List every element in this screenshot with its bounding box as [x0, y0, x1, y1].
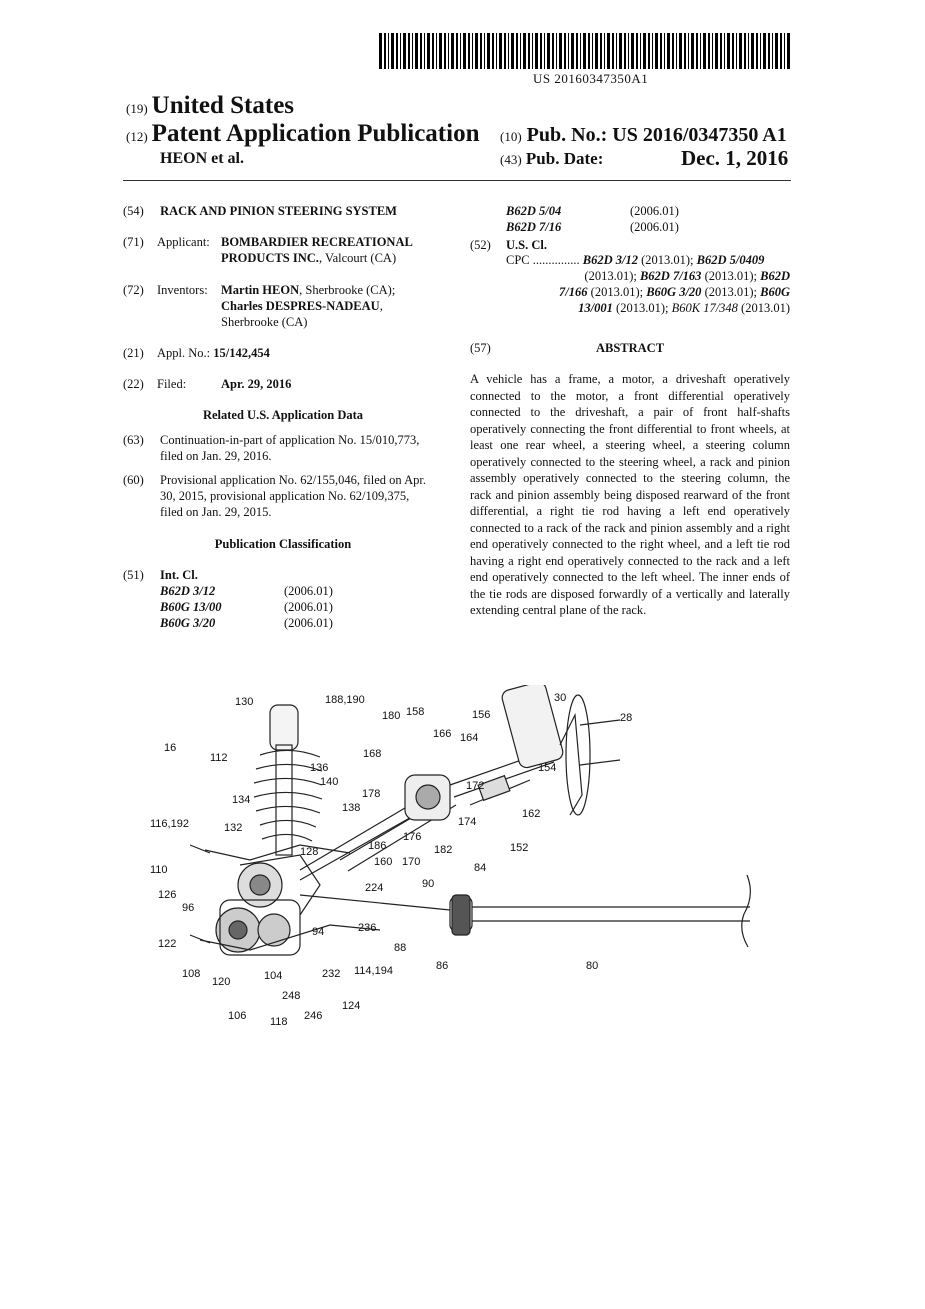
barcode-bar	[564, 33, 566, 69]
barcode-bar	[436, 33, 437, 69]
barcode-bar	[640, 33, 641, 69]
cpc-year: (2013.01);	[704, 269, 757, 283]
barcode-bar	[624, 33, 626, 69]
barcode-bar	[420, 33, 422, 69]
driveshaft	[450, 907, 750, 921]
barcode-bar	[696, 33, 698, 69]
barcode-bar	[592, 33, 593, 69]
classification-heading: Publication Classification	[214, 537, 352, 551]
barcode-bar	[708, 33, 710, 69]
barcode-bar	[391, 33, 394, 69]
inventor-1-name: Martin HEON	[221, 283, 300, 297]
barcode-bar	[600, 33, 602, 69]
barcode-bar	[412, 33, 413, 69]
cpc-class: B62D	[760, 269, 790, 283]
reference-numeral: 124	[342, 1000, 361, 1012]
barcode-bar	[559, 33, 562, 69]
cpc-year: (2013.01)	[741, 301, 790, 315]
reference-numeral: 164	[460, 732, 479, 744]
barcode-bar	[667, 33, 670, 69]
reference-numeral: 152	[510, 842, 529, 854]
applicant-name-line1: BOMBARDIER RECREATIONAL	[221, 235, 413, 249]
inventors-list	[221, 282, 395, 330]
barcode-bar	[784, 33, 785, 69]
barcode-bar	[676, 33, 677, 69]
driveshaft-break	[742, 875, 751, 947]
reference-numeral: 248	[282, 990, 301, 1002]
reference-numeral: 246	[304, 1010, 323, 1022]
barcode-bar	[595, 33, 598, 69]
intcl-class: B62D 7/16	[506, 220, 562, 234]
barcode-bar	[403, 33, 406, 69]
reference-numeral: 108	[182, 968, 201, 980]
reference-numeral: 140	[320, 776, 339, 788]
reference-numeral: 104	[264, 970, 283, 982]
reference-numeral: 114,194	[354, 965, 393, 977]
reference-numeral: 178	[362, 788, 381, 800]
applicant-name-line2: PRODUCTS INC.	[221, 251, 319, 265]
barcode-bar	[744, 33, 746, 69]
barcode-bar	[660, 33, 662, 69]
barcode-bar	[612, 33, 614, 69]
barcode-bar	[576, 33, 578, 69]
inid-code-71: (71)	[123, 235, 144, 249]
related-data-heading: Related U.S. Application Data	[202, 408, 364, 422]
barcode-bar	[379, 33, 382, 69]
tie-rod	[300, 805, 415, 880]
barcode-bar	[487, 33, 490, 69]
barcode-bar	[472, 33, 473, 69]
pub-number: US 2016/0347350 A1	[612, 124, 787, 146]
barcode-bar	[439, 33, 442, 69]
barcode-bar	[732, 33, 734, 69]
barcode-bar	[532, 33, 533, 69]
intcl-class: B62D 5/04	[506, 204, 562, 218]
barcode-bar	[648, 33, 650, 69]
barcode-bar	[748, 33, 749, 69]
intcl-class: B62D 3/12	[160, 584, 216, 598]
intcl-year: (2006.01)	[284, 584, 333, 598]
cpc-class: 7/166	[559, 285, 588, 299]
cpc-year: (2013.01);	[641, 253, 694, 267]
barcode-bar	[568, 33, 569, 69]
barcode-bar	[619, 33, 622, 69]
barcode-bar	[775, 33, 778, 69]
inventors-label: Inventors:	[157, 283, 208, 297]
cpc-class: B62D 7/163	[639, 269, 702, 283]
barcode-bar	[679, 33, 682, 69]
barcode-bar	[724, 33, 725, 69]
cpc-class: B62D 3/12	[582, 253, 638, 267]
barcode-bar	[544, 33, 545, 69]
barcode-bar	[571, 33, 574, 69]
barcode-bar	[523, 33, 526, 69]
barcode-bar	[691, 33, 694, 69]
inventor-2-separator: ,	[379, 299, 383, 313]
intcl-continued	[506, 203, 679, 235]
patent-drawing	[150, 685, 780, 1030]
reference-numeral: 118	[270, 1016, 288, 1028]
cpc-year: (2013.01);	[616, 301, 669, 315]
barcode-bar	[475, 33, 478, 69]
barcode-bar	[408, 33, 410, 69]
barcode-bar	[684, 33, 686, 69]
reference-numeral: 182	[434, 844, 453, 856]
country: United States	[151, 92, 295, 119]
reference-numeral: 188,190	[325, 694, 365, 706]
barcode-bar	[736, 33, 737, 69]
barcode-bar	[712, 33, 713, 69]
pub-date: Dec. 1, 2016	[681, 146, 789, 170]
barcode-bar	[540, 33, 542, 69]
reference-numeral: 232	[322, 968, 341, 980]
barcode-bar	[451, 33, 454, 69]
intcl-year: (2006.01)	[630, 204, 679, 218]
barcode-bar	[787, 33, 790, 69]
applicant-location: , Valcourt (CA)	[318, 251, 397, 265]
barcode-bar	[528, 33, 530, 69]
barcode-bar	[396, 33, 398, 69]
inventors-field	[123, 282, 208, 298]
reference-numeral: 158	[406, 706, 425, 718]
half-shaft	[300, 895, 450, 910]
intcl-year: (2006.01)	[630, 220, 679, 234]
reference-numeral: 90	[422, 878, 435, 890]
pub-number-label: Pub. No.:	[526, 124, 608, 146]
cpc-class: B60G 3/20	[646, 285, 702, 299]
barcode-bar	[552, 33, 554, 69]
reference-numeral: 122	[158, 938, 177, 950]
cip-code: (63)	[123, 433, 144, 447]
prov-line-2: 30, 2015, provisional application No. 62/109,375,	[160, 489, 410, 503]
barcode-bar	[511, 33, 514, 69]
applicant-field	[123, 234, 210, 250]
barcode-bar	[516, 33, 518, 69]
pub-date-line	[500, 149, 603, 169]
inid-code-22: (22)	[123, 377, 144, 391]
left-arm-end	[190, 845, 210, 943]
reference-numeral: 130	[235, 696, 254, 708]
reference-numeral: 112	[210, 752, 228, 764]
reference-numeral: 186	[368, 840, 387, 852]
coupler	[452, 895, 470, 935]
barcode-bar	[556, 33, 557, 69]
reference-numeral: 84	[474, 862, 487, 874]
barcode-bar	[715, 33, 718, 69]
reference-numeral: 80	[586, 960, 599, 972]
intcl-class: B60G 3/20	[160, 616, 216, 630]
inventor-short: HEON et al.	[160, 150, 244, 167]
filed-label: Filed:	[157, 377, 187, 391]
abstract-text: A vehicle has a frame, a motor, a driveshaft operatively connected to the motor, a front differential operatively connected to the driveshaft, a pair of front half-shafts operatively connecting the front differential to front wheels, at least one rear wheel, a steering wheel, a steering column operatively connected to the steering wheel, a rack and pinion assembly operatively connected to the steering column, the rack and pinion assembly being disposed rearward of the front differential, a right tie rod having a left end operatively connected to a rack of the rack and pinion assembly and a right end operatively connected to the right wheel, and a left tie rod having a right end operatively connected to the rack and a left end operatively connected to the left wheel. The inner ends of the tie rods are disposed forwardly of a vertically and laterally extending central plane of the rack.	[470, 372, 790, 617]
applicant-name	[221, 234, 413, 266]
reference-numeral: 176	[403, 831, 422, 843]
reference-numeral: 134	[232, 794, 251, 806]
barcode-bar	[448, 33, 449, 69]
reference-numeral: 174	[458, 816, 477, 828]
reference-numeral: 160	[374, 856, 393, 868]
cpc-class: B60G	[760, 285, 790, 299]
inid-code-72: (72)	[123, 283, 144, 297]
barcode-bar	[444, 33, 446, 69]
barcode-bar	[607, 33, 610, 69]
intcl-year: (2006.01)	[284, 600, 333, 614]
cip-text	[160, 432, 445, 464]
steering-wheel	[500, 685, 620, 815]
cpc-class: 13/001	[578, 301, 613, 315]
pub-number-line	[500, 124, 787, 147]
reference-numeral: 94	[312, 926, 325, 938]
cpc-dots: ...............	[532, 253, 580, 267]
applicant-label: Applicant:	[157, 235, 210, 249]
barcode-bar	[400, 33, 401, 69]
barcode-bar	[739, 33, 742, 69]
inid-code-43: (43)	[500, 152, 522, 167]
barcode-bar	[780, 33, 782, 69]
cpc-year: (2013.01);	[704, 285, 757, 299]
barcode-bar	[588, 33, 590, 69]
inventor-1-location: , Sherbrooke (CA);	[299, 283, 396, 297]
publication-type: Patent Application Publication	[151, 120, 480, 147]
barcode-bar	[720, 33, 722, 69]
barcode-bar	[727, 33, 730, 69]
appl-no: 15/142,454	[213, 346, 270, 360]
barcode-bar	[700, 33, 701, 69]
reference-numeral: 154	[538, 762, 557, 774]
barcode-bar	[760, 33, 761, 69]
barcode-bar	[636, 33, 638, 69]
barcode-bar	[703, 33, 706, 69]
inid-code-54: (54)	[123, 204, 144, 218]
cpc-block	[470, 252, 790, 316]
reference-numeral: 128	[300, 846, 319, 858]
barcode-bar	[480, 33, 482, 69]
reference-numeral: 224	[365, 882, 384, 894]
barcode-bar	[424, 33, 425, 69]
uscl-label: U.S. Cl.	[506, 238, 547, 252]
reference-numeral: 96	[182, 902, 195, 914]
reference-numeral: 166	[433, 728, 452, 740]
barcode-bar	[768, 33, 770, 69]
barcode-bar	[484, 33, 485, 69]
barcode-bar	[580, 33, 581, 69]
prov-text	[160, 472, 450, 520]
abstract-heading: ABSTRACT	[595, 341, 665, 355]
intcl-year: (2006.01)	[284, 616, 333, 630]
uscl-code: (52)	[470, 238, 491, 252]
reference-numeral: 126	[158, 889, 177, 901]
cpc-class: B62D 5/0409	[696, 253, 765, 267]
reference-numeral: 180	[382, 710, 401, 722]
reference-numeral: 172	[466, 780, 485, 792]
inid-code-10: (10)	[500, 129, 522, 144]
appl-no-field	[123, 345, 270, 361]
barcode-bar	[456, 33, 458, 69]
cip-line-2: filed on Jan. 29, 2016.	[160, 449, 272, 463]
barcode-bar	[756, 33, 758, 69]
barcode-bar	[427, 33, 430, 69]
cpc-class: B60K 17/348	[671, 301, 738, 315]
appl-no-label: Appl. No.:	[157, 346, 211, 360]
reference-numeral: 138	[342, 802, 361, 814]
barcode-bar	[508, 33, 509, 69]
barcode-bar	[604, 33, 605, 69]
inid-code-19: (19)	[126, 101, 148, 116]
inventor-2-location: Sherbrooke (CA)	[221, 315, 308, 329]
barcode-bar	[583, 33, 586, 69]
barcode-bar	[643, 33, 646, 69]
inid-code-12: (12)	[126, 129, 148, 144]
barcode-bar	[388, 33, 389, 69]
reference-numeral: 236	[358, 922, 377, 934]
barcode-bar	[547, 33, 550, 69]
reference-numeral: 86	[436, 960, 449, 972]
prov-code: (60)	[123, 473, 144, 487]
barcode-bar	[672, 33, 674, 69]
header-divider	[123, 180, 791, 181]
barcode-bar	[504, 33, 506, 69]
barcode-bar	[652, 33, 653, 69]
filed-date: Apr. 29, 2016	[221, 377, 292, 391]
reference-numeral: 30	[554, 692, 567, 704]
inid-code-21: (21)	[123, 346, 144, 360]
barcode-bar	[616, 33, 617, 69]
barcode-bar	[664, 33, 665, 69]
reference-numeral: 136	[310, 762, 329, 774]
barcode-bar	[468, 33, 470, 69]
intcl-list	[160, 583, 333, 631]
wheel-hub-assembly	[216, 855, 320, 955]
title-field	[123, 203, 397, 219]
pub-date-label: Pub. Date:	[525, 149, 604, 168]
reference-numeral: 162	[522, 808, 541, 820]
barcode-bar	[415, 33, 418, 69]
barcode	[379, 33, 791, 69]
barcode-bar	[384, 33, 386, 69]
intcl-code: (51)	[123, 568, 144, 582]
reference-numeral: 28	[620, 712, 633, 724]
upper-control-arm	[205, 845, 350, 860]
reference-numeral: 16	[164, 742, 177, 754]
prov-line-3: filed on Jan. 29, 2015.	[160, 505, 272, 519]
abstract-code: (57)	[470, 341, 491, 355]
country-line	[126, 92, 294, 120]
barcode-bar	[688, 33, 689, 69]
pub-type-line	[126, 120, 479, 148]
barcode-bar	[492, 33, 494, 69]
barcode-bar	[763, 33, 766, 69]
cpc-year: (2013.01);	[584, 269, 637, 283]
barcode-bar	[772, 33, 773, 69]
barcode-bar	[463, 33, 466, 69]
prov-line-1: Provisional application No. 62/155,046, filed on Apr.	[160, 473, 426, 487]
barcode-bar	[460, 33, 461, 69]
reference-numeral: 116,192	[150, 818, 189, 830]
reference-numeral: 168	[363, 748, 382, 760]
reference-numeral: 120	[212, 976, 231, 988]
cip-line-1: Continuation-in-part of application No. 15/010,773,	[160, 433, 420, 447]
barcode-bar	[535, 33, 538, 69]
shock-absorber	[254, 705, 322, 855]
barcode-bar	[432, 33, 434, 69]
reference-numeral: 88	[394, 942, 407, 954]
barcode-bar	[496, 33, 497, 69]
intcl-class: B60G 13/00	[160, 600, 222, 614]
reference-numeral: 156	[472, 709, 491, 721]
reference-numeral: 106	[228, 1010, 247, 1022]
filed-field	[123, 376, 186, 392]
intcl-label: Int. Cl.	[160, 568, 198, 582]
reference-numeral: 132	[224, 822, 243, 834]
barcode-bar	[499, 33, 502, 69]
cpc-label: CPC	[506, 253, 530, 267]
invention-title: RACK AND PINION STEERING SYSTEM	[160, 204, 397, 218]
barcode-number: US 20160347350A1	[533, 71, 649, 86]
barcode-bar	[751, 33, 754, 69]
cpc-year: (2013.01);	[590, 285, 644, 299]
reference-numeral: 110	[150, 864, 168, 876]
inventor-2-name: Charles DESPRES-NADEAU	[221, 299, 380, 313]
reference-numeral: 170	[402, 856, 421, 868]
barcode-bar	[520, 33, 521, 69]
barcode-bar	[655, 33, 658, 69]
barcode-bar	[628, 33, 629, 69]
barcode-bar	[631, 33, 634, 69]
